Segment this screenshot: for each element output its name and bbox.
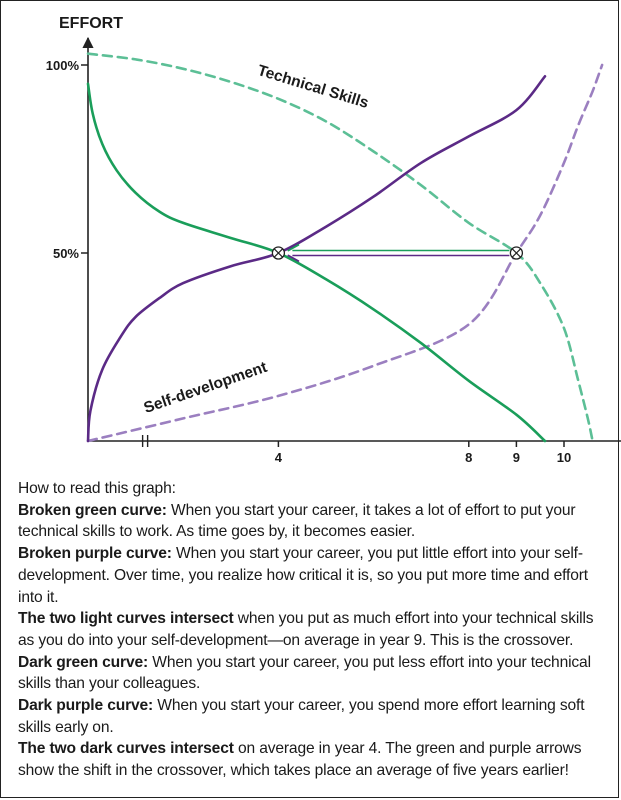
explanation-paragraph [18, 695, 608, 738]
y-tick-label: 50% [52, 246, 79, 261]
paragraph-lead: The two light curves intersect [18, 610, 234, 628]
paragraph-body: When you start your career, you spend more effort learning soft skills early on. [18, 697, 585, 736]
series-group [88, 54, 602, 441]
self-development-broken-line [88, 65, 602, 441]
x-tick-label: 8 [465, 450, 473, 465]
chart-labels [142, 62, 371, 417]
technical-skills-dark-line [88, 84, 545, 441]
dark-crossover-marker [272, 247, 284, 259]
paragraph-body: When you start your career, you put little effort into your self-development. Over time, you realize how critical it is, so you put more time and effort into it. [18, 545, 588, 606]
explanation-intro: How to read this graph: [18, 480, 176, 497]
paragraph-body: when you put as much effort into your technical skills as you do into your self-development—on average in year 9. This is the crossover. [18, 610, 594, 649]
paragraph-body: on average in year 4. The green and purple arrows show the shift in the crossover, which takes place an average of five years earlier! [18, 740, 582, 780]
paragraph-lead: Broken purple curve: [18, 545, 172, 563]
x-tick-label: 4 [274, 450, 283, 465]
paragraph-lead: Dark green curve: [18, 653, 149, 671]
y-axis-title: EFFORT [59, 15, 123, 32]
light-crossover-marker [510, 247, 522, 259]
explanation-paragraph [18, 738, 608, 781]
crossover-markers [272, 247, 522, 259]
explanation-paragraph [18, 652, 608, 695]
technical-skills-label: Technical Skills [255, 62, 371, 112]
axes [46, 15, 621, 465]
explanation-paragraph [18, 500, 608, 543]
paragraph-lead: Dark purple curve: [18, 697, 154, 715]
paragraph-lead: Broken green curve: [18, 501, 167, 519]
explanation-paragraph [18, 543, 608, 608]
x-tick-label: 9 [512, 450, 521, 465]
crossover-shift-arrow [288, 245, 509, 261]
self-development-label: Self-development [141, 358, 270, 417]
explanation-paragraphs [18, 500, 608, 782]
y-tick-label: 100% [45, 58, 79, 73]
paragraph-body: When you start your career, you put less effort into your technical skills than your colleagues. [18, 653, 591, 693]
explanation-text [18, 478, 608, 782]
paragraph-lead: The two dark curves intersect [18, 740, 234, 758]
x-tick-label: 10 [556, 450, 572, 465]
explanation-paragraph [18, 608, 608, 651]
paragraph-body: When you start your career, it takes a lot of effort to put your technical skills to work. As time goes by, it becomes easier. [18, 501, 576, 541]
